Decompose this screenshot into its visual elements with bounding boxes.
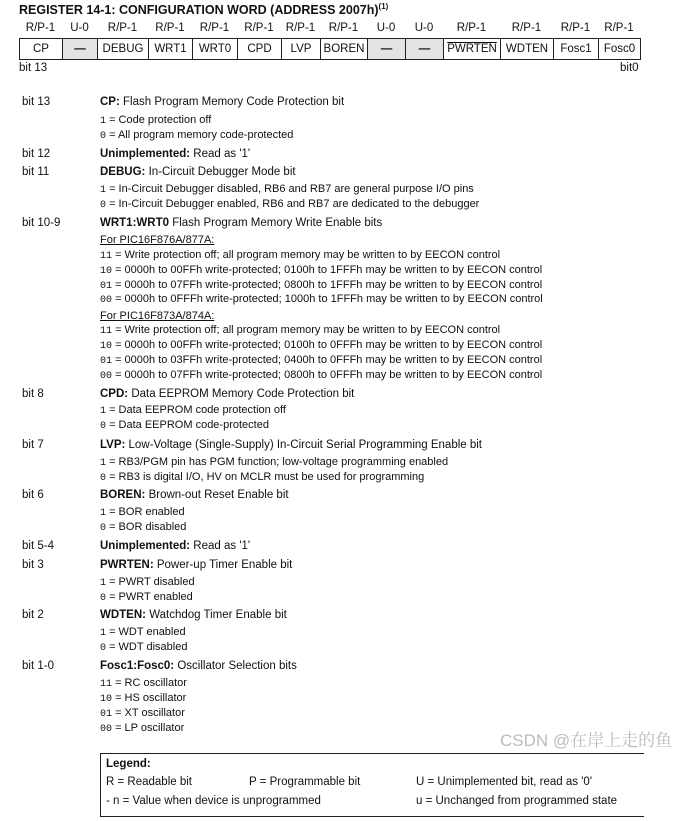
- value-text: = BOR disabled: [106, 521, 187, 533]
- bit-desc: Power-up Timer Enable bit: [153, 559, 293, 571]
- value-code: 0: [100, 473, 107, 484]
- legend-box: [100, 753, 644, 817]
- bit-label: bit 5-4: [22, 540, 54, 552]
- bit-desc: Low-Voltage (Single-Supply) In-Circuit Serial Programming Enable bit: [125, 439, 483, 451]
- bit-desc: Read as '1': [190, 540, 251, 552]
- bit-access-label: R/P-1: [511, 22, 542, 34]
- bit-description: [100, 96, 344, 108]
- bit-label: bit 10-9: [22, 217, 61, 229]
- bit-name: Unimplemented:: [100, 540, 191, 552]
- legend-n: - n = Value when device is unprogrammed: [106, 795, 321, 807]
- value-line: [100, 506, 185, 519]
- value-line: [100, 339, 542, 352]
- bit-name: WDTEN:: [100, 609, 146, 621]
- bit-cell: Fosc0: [599, 39, 641, 60]
- value-line: [100, 471, 424, 484]
- bit-label: bit 12: [22, 148, 51, 160]
- value-code: 01: [100, 356, 113, 367]
- bit-cell: WRT1: [149, 39, 193, 60]
- bit-cell: CPD: [238, 39, 282, 60]
- bit-name: Fosc1:Fosc0:: [100, 660, 175, 672]
- bit-cell: LVP: [282, 39, 321, 60]
- value-text: = PWRT disabled: [106, 576, 195, 588]
- bit-access-label: R/P-1: [456, 22, 487, 34]
- value-line: [100, 677, 187, 690]
- value-text: = BOR enabled: [106, 506, 185, 518]
- register-bit-table: [19, 38, 641, 60]
- lsb-label: bit0: [620, 62, 639, 74]
- value-line: [100, 591, 193, 604]
- bit-name: BOREN:: [100, 489, 146, 501]
- value-code: 0: [100, 131, 107, 142]
- bit-access-label: R/P-1: [560, 22, 591, 34]
- bit-description: [100, 388, 354, 400]
- value-text: = Data EEPROM code-protected: [106, 419, 269, 431]
- value-line: [100, 456, 448, 469]
- group-heading: For PIC16F876A/877A:: [100, 234, 215, 246]
- bit-label: bit 6: [22, 489, 44, 501]
- legend-uc: u = Unchanged from programmed state: [416, 795, 618, 807]
- bit-access-label: R/P-1: [155, 22, 185, 34]
- value-code: 0: [100, 593, 107, 604]
- value-line: [100, 692, 186, 705]
- bit-cell: DEBUG: [98, 39, 149, 60]
- value-code: 1: [100, 458, 107, 469]
- bit-desc: Read as '1': [190, 148, 251, 160]
- value-line: [100, 369, 542, 382]
- bit-description: [100, 609, 287, 621]
- bit-label: bit 7: [22, 439, 44, 451]
- bit-row: [20, 39, 641, 60]
- value-code: 0: [100, 643, 107, 654]
- value-text: = 0000h to 07FFh write-protected; 0800h to 1FFFh may be written to by EECON control: [112, 279, 543, 291]
- bit-name: Unimplemented:: [100, 148, 191, 160]
- value-code: 10: [100, 341, 113, 352]
- bit-cell: Fosc1: [554, 39, 599, 60]
- value-code: 10: [100, 266, 113, 277]
- value-code: 0: [100, 421, 107, 432]
- value-text: = RB3/PGM pin has PGM function; low-voltage programming enabled: [106, 456, 449, 468]
- bit-description: [100, 489, 289, 501]
- bit-description: [100, 439, 482, 451]
- value-code: 00: [100, 295, 113, 306]
- value-code: 0: [100, 523, 107, 534]
- value-text: = HS oscillator: [112, 692, 187, 704]
- bit-name: WRT1:WRT0: [100, 217, 169, 229]
- value-line: [100, 521, 186, 534]
- bit-desc: In-Circuit Debugger Mode bit: [145, 166, 296, 178]
- bit-cell: BOREN: [321, 39, 368, 60]
- bit-cell: —: [368, 39, 406, 60]
- value-text: = XT oscillator: [112, 707, 185, 719]
- value-code: 1: [100, 406, 107, 417]
- bit-desc: Flash Program Memory Code Protection bit: [119, 96, 345, 108]
- value-line: [100, 324, 500, 337]
- bit-desc: Flash Program Memory Write Enable bits: [169, 217, 383, 229]
- value-line: [100, 419, 269, 432]
- bit-access-label: U-0: [414, 22, 434, 34]
- value-text: = RC oscillator: [112, 677, 187, 689]
- bit-desc: Watchdog Timer Enable bit: [146, 609, 287, 621]
- bit-label: bit 13: [22, 96, 51, 108]
- value-line: [100, 264, 542, 277]
- value-line: [100, 722, 184, 735]
- value-code: 00: [100, 371, 113, 382]
- bit-description: [100, 660, 297, 672]
- bit-description: [100, 148, 250, 160]
- value-text: = PWRT enabled: [106, 591, 193, 603]
- bit-access-label: U-0: [70, 22, 89, 34]
- value-text: = LP oscillator: [112, 722, 185, 734]
- bit-label: bit 11: [22, 166, 50, 178]
- legend-u: U = Unimplemented bit, read as '0': [416, 776, 593, 788]
- bit-access-label: U-0: [376, 22, 396, 34]
- bit-cell: —: [63, 39, 98, 60]
- value-line: [100, 354, 542, 367]
- msb-label: bit 13: [19, 62, 48, 74]
- bit-access-label: R/P-1: [25, 22, 56, 34]
- value-code: 00: [100, 724, 113, 735]
- value-text: = Data EEPROM code protection off: [106, 404, 286, 416]
- bit-label: bit 3: [22, 559, 44, 571]
- bit-access-label: R/P-1: [244, 22, 274, 34]
- bit-name: PWRTEN:: [100, 559, 154, 571]
- value-code: 01: [100, 281, 113, 292]
- value-text: = Write protection off; all program memory may be written to by EECON control: [112, 324, 501, 336]
- value-code: 11: [100, 326, 113, 337]
- value-line: [100, 279, 542, 292]
- bit-access-label: R/P-1: [107, 22, 138, 34]
- bit-description: [100, 540, 250, 552]
- bit-cell: PWRTEN: [444, 39, 501, 60]
- group-heading: For PIC16F873A/874A:: [100, 310, 215, 322]
- value-code: 1: [100, 185, 107, 196]
- bit-desc: Oscillator Selection bits: [174, 660, 297, 672]
- value-text: = All program memory code-protected: [106, 129, 294, 141]
- register-title-footnote: (1): [378, 2, 389, 11]
- bit-cell: CP: [20, 39, 63, 60]
- value-line: [100, 183, 474, 196]
- watermark: CSDN @在岸上走的鱼: [500, 731, 673, 750]
- value-line: [100, 404, 286, 417]
- value-text: = In-Circuit Debugger disabled, RB6 and RB7 are general purpose I/O pins: [106, 183, 474, 195]
- bit-cell: —: [406, 39, 444, 60]
- bit-cell: WDTEN: [501, 39, 554, 60]
- bit-access-label: R/P-1: [604, 22, 634, 34]
- value-code: 01: [100, 709, 113, 720]
- value-line: [100, 626, 186, 639]
- bit-cell: WRT0: [193, 39, 238, 60]
- value-text: = Code protection off: [106, 114, 212, 126]
- bit-name: DEBUG:: [100, 166, 146, 178]
- value-line: [100, 576, 195, 589]
- bit-name: LVP:: [100, 439, 126, 451]
- bit-name: CP:: [100, 96, 120, 108]
- bit-label: bit 1-0: [22, 660, 54, 672]
- value-code: 1: [100, 116, 107, 127]
- bit-desc: Brown-out Reset Enable bit: [145, 489, 289, 501]
- legend-title: Legend:: [106, 758, 151, 770]
- legend-p: P = Programmable bit: [249, 776, 361, 788]
- value-text: = 0000h to 00FFh write-protected; 0100h to 1FFFh may be written to by EECON control: [112, 264, 543, 276]
- value-code: 0: [100, 200, 107, 211]
- value-code: 11: [100, 251, 113, 262]
- value-line: [100, 707, 185, 720]
- bit-description: [100, 166, 296, 178]
- bit-access-label: R/P-1: [328, 22, 359, 34]
- legend-r: R = Readable bit: [106, 776, 192, 788]
- value-code: 1: [100, 578, 107, 589]
- value-text: = Write protection off; all program memory may be written to by EECON control: [112, 249, 501, 261]
- value-code: 10: [100, 694, 113, 705]
- register-title: [19, 2, 388, 17]
- bit-access-label: R/P-1: [199, 22, 230, 34]
- value-code: 11: [100, 679, 113, 690]
- value-text: = 0000h to 00FFh write-protected; 0100h to 0FFFh may be written to by EECON control: [112, 339, 543, 351]
- value-text: = In-Circuit Debugger enabled, RB6 and RB7 are dedicated to the debugger: [106, 198, 480, 210]
- value-line: [100, 198, 479, 211]
- value-line: [100, 293, 543, 306]
- value-text: = WDT disabled: [106, 641, 188, 653]
- bit-access-label: R/P-1: [285, 22, 316, 34]
- value-text: = RB3 is digital I/O, HV on MCLR must be used for programming: [106, 471, 425, 483]
- value-text: = WDT enabled: [106, 626, 186, 638]
- value-line: [100, 641, 187, 654]
- register-title-text: REGISTER 14-1: CONFIGURATION WORD (ADDRESS 2007h): [19, 3, 379, 18]
- value-code: 1: [100, 628, 107, 639]
- bit-desc: Data EEPROM Memory Code Protection bit: [128, 388, 355, 400]
- value-text: = 0000h to 07FFh write-protected; 0800h to 0FFFh may be written to by EECON control: [112, 369, 543, 381]
- bit-name: CPD:: [100, 388, 129, 400]
- value-line: [100, 114, 211, 127]
- value-line: [100, 249, 500, 262]
- bit-description: [100, 217, 382, 229]
- bit-label: bit 8: [22, 388, 44, 400]
- value-code: 1: [100, 508, 107, 519]
- bit-description: [100, 559, 292, 571]
- bit-label: bit 2: [22, 609, 44, 621]
- value-line: [100, 129, 293, 142]
- value-text: = 0000h to 03FFh write-protected; 0400h to 0FFFh may be written to by EECON control: [112, 354, 543, 366]
- value-text: = 0000h to 0FFFh write-protected; 1000h to 1FFFh may be written to by EECON control: [112, 293, 543, 305]
